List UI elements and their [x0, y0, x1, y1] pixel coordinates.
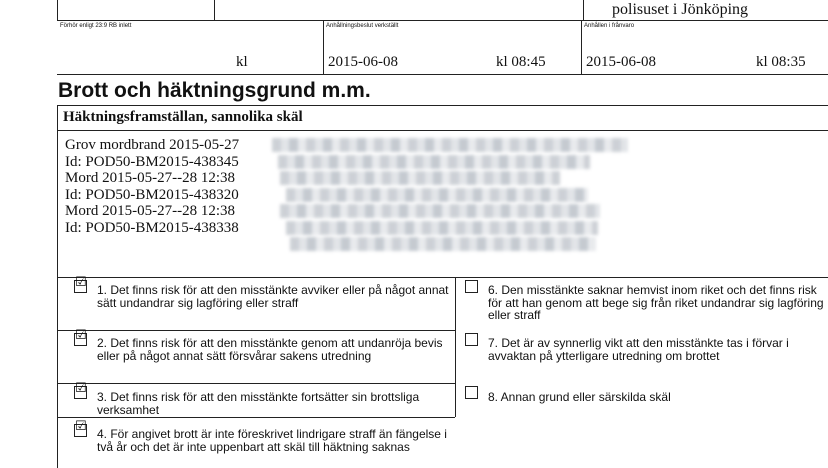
ground-3-text: 3. Det finns risk för att den misstänkte fortsätter sin brottsliga verksamhet — [97, 390, 420, 417]
field-time-franvaro: kl 08:35 — [756, 54, 806, 70]
row-border — [57, 20, 828, 21]
section-title: Brott och häktningsgrund m.m. — [58, 79, 371, 102]
field-date-franvaro: 2015-06-08 — [586, 54, 656, 70]
cell-border — [214, 0, 215, 20]
check-mark: ☑ — [75, 381, 87, 396]
offense-list — [65, 137, 239, 236]
place-line: polisuset i Jönköping — [612, 1, 749, 18]
cell-border — [323, 20, 324, 74]
field-label-forhor: Förhör enligt 23:9 RB inlett — [60, 23, 132, 29]
ground-7-checkbox[interactable] — [465, 333, 478, 346]
field-date-beslut: 2015-06-08 — [328, 54, 398, 70]
field-time-beslut: kl 08:45 — [496, 54, 546, 70]
check-mark: ☑ — [75, 275, 87, 290]
grid-border — [57, 383, 455, 384]
ground-6-text: 6. Den misstänkte saknar hemvist inom riket och det finns risk för att han genom att bege sig från riket undandrar sig lagföring eller straff — [488, 283, 824, 322]
cell-border — [57, 0, 58, 20]
offense-line: Id: POD50-BM2015-438338 — [65, 219, 239, 236]
ground-1-checkbox[interactable] — [74, 275, 87, 293]
ground-1-text: 1. Det finns risk för att den misstänkte avviker eller på något annat sätt undandrar sig lagföring eller straff — [97, 283, 449, 310]
field-label-beslut: Anhållningsbeslut verkställt — [326, 23, 399, 29]
redaction-block — [286, 188, 588, 202]
subtitle-border — [57, 130, 828, 131]
section-subtitle: Häktningsframställan, sannolika skäl — [63, 109, 303, 125]
redaction-block — [290, 237, 596, 251]
offense-line: Grov mordbrand 2015-05-27 — [65, 137, 240, 153]
grid-border — [57, 277, 828, 278]
offense-line: Mord 2015-05-27--28 12:38 — [65, 203, 235, 219]
ground-3-checkbox[interactable] — [74, 381, 87, 399]
redaction-block — [280, 204, 600, 218]
grid-divider — [455, 277, 456, 417]
grid-border — [57, 330, 455, 331]
box-border-top — [57, 105, 828, 106]
offense-line: Id: POD50-BM2015-438345 — [65, 153, 239, 170]
ground-4-checkbox[interactable] — [74, 419, 87, 437]
field-label-franvaro: Anhållen i frånvaro — [584, 23, 635, 29]
field-time-forhor: kl — [236, 54, 248, 70]
row-border — [57, 74, 828, 75]
ground-6-checkbox[interactable] — [465, 280, 478, 293]
grid-border — [57, 417, 455, 418]
ground-8-text: 8. Annan grund eller särskilda skäl — [488, 390, 671, 404]
ground-2-text: 2. Det finns risk för att den misstänkte genom att undanröja bevis eller på något annat sätt försvårar sakens utredning — [97, 336, 443, 363]
box-border-left — [57, 105, 58, 468]
check-mark: ☑ — [75, 419, 87, 434]
redaction-block — [272, 138, 628, 152]
check-mark: ☑ — [75, 328, 87, 343]
redaction-block — [280, 171, 560, 185]
offense-line: Id: POD50-BM2015-438320 — [65, 186, 239, 203]
ground-4-text: 4. För angivet brott är inte föreskrivet lindrigare straff än fängelse i två år och det är inte uppenbart att skäl till häktning saknas — [97, 427, 447, 454]
redaction-block — [278, 155, 590, 169]
offense-line: Mord 2015-05-27--28 12:38 — [65, 170, 235, 186]
ground-2-checkbox[interactable] — [74, 328, 87, 346]
redaction-block — [286, 221, 598, 235]
ground-8-checkbox[interactable] — [465, 386, 478, 399]
ground-7-text: 7. Det är av synnerlig vikt att den misstänkte tas i förvar i avvaktan på ytterligare utredning om brottet — [488, 336, 789, 363]
cell-border — [583, 0, 584, 20]
cell-border — [581, 20, 582, 74]
